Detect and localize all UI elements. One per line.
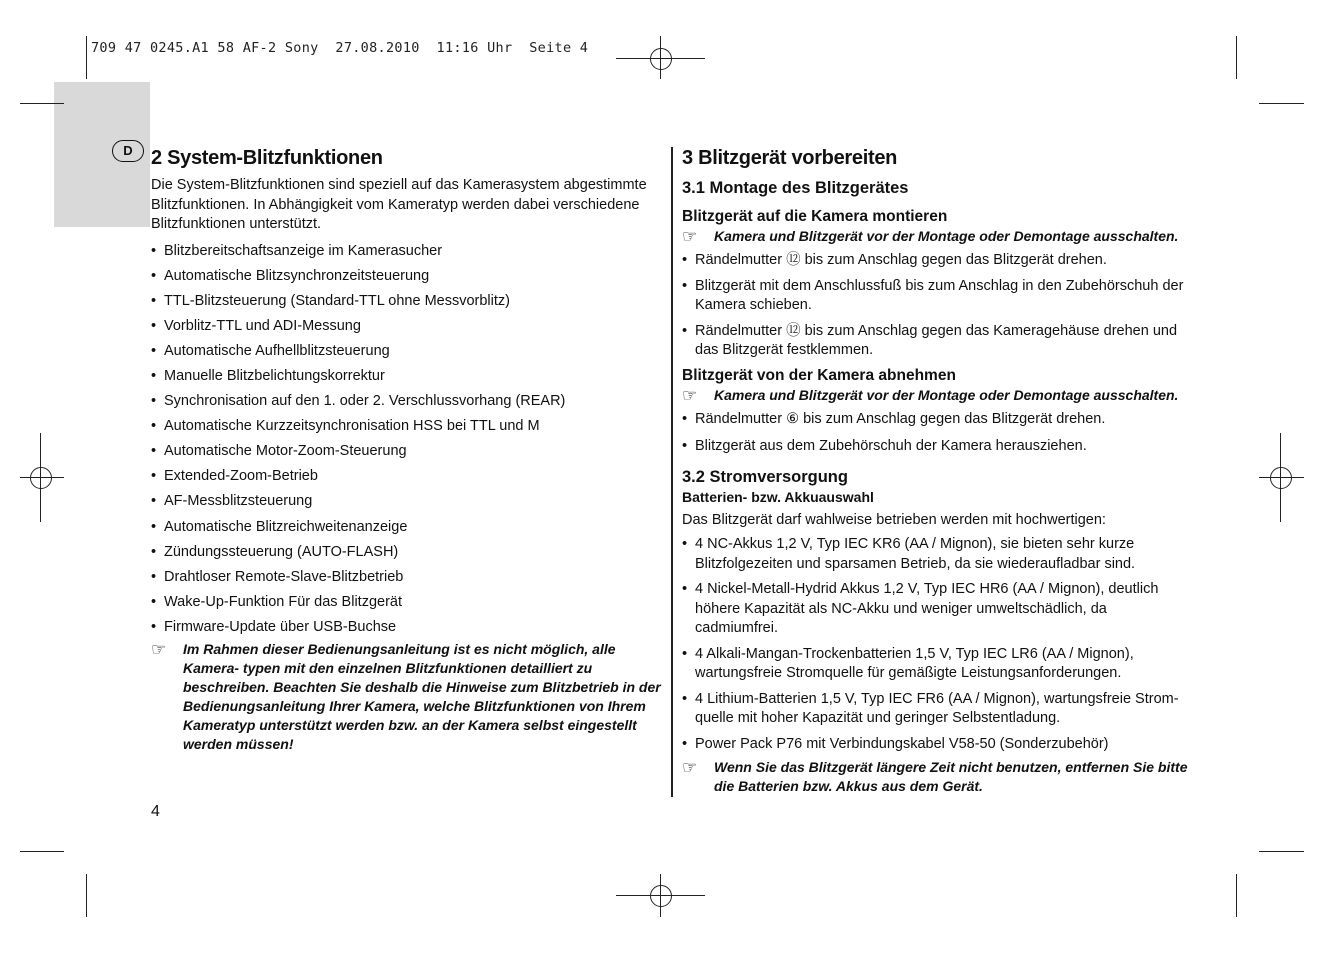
list-item: • 4 Alkali-Mangan-Trockenbatterien 1,5 V, Typ IEC LR6 (AA / Mignon), wartungsfreie Stromquelle für gemäßigte Leistungsanforderungen.	[682, 645, 1192, 684]
column-divider	[671, 147, 673, 797]
list-item: • TTL-Blitzsteuerung (Standard-TTL ohne Messvorblitz)	[151, 292, 666, 312]
subsection-title: 3.2 Stromversorgung	[682, 467, 848, 486]
list-item: • Blitzgerät mit dem Anschlussfuß bis zum Anschlag in den Zubehörschuh der Kamera schieben.	[682, 277, 1192, 316]
list-item: • Rändelmutter ⑥ bis zum Anschlag gegen das Blitzgerät drehen.	[682, 410, 1192, 430]
list-item: • 4 Lithium-Batterien 1,5 V, Typ IEC FR6 (AA / Mignon), wartungsfreie Strom- quelle mit hoher Kapazität und geringer Selbstentladung.	[682, 690, 1192, 729]
pointing-hand-icon: ☞	[151, 640, 167, 660]
section-title: 3 Blitzgerät vorbereiten	[682, 147, 898, 169]
list-item: • Drahtloser Remote-Slave-Blitzbetrieb	[151, 568, 666, 588]
list-item: • Automatische Aufhellblitzsteuerung	[151, 342, 666, 362]
remove-hint-note	[682, 386, 1192, 405]
list-item: • Wake-Up-Funktion Für das Blitzgerät	[151, 593, 666, 613]
page-number: 4	[151, 803, 160, 820]
intro-paragraph: Die System-Blitzfunktionen sind speziell auf das Kamerasystem abgestimmte Blitzfunktionen. In Abhängigkeit vom Kameratyp werden dabei verschiedene Blitzfunktionen unterstützt.	[151, 177, 647, 232]
remove-steps	[682, 410, 1192, 457]
list-item: • Blitzgerät aus dem Zubehörschuh der Kamera herausziehen.	[682, 437, 1192, 457]
list-item: • Rändelmutter ⑫ bis zum Anschlag gegen das Kameragehäuse drehen und das Blitzgerät festklemmen.	[682, 322, 1192, 361]
list-item: • Firmware-Update über USB-Buchse	[151, 618, 666, 638]
hint-text: Wenn Sie das Blitzgerät längere Zeit nicht benutzen, entfernen Sie bitte die Batterien bzw. Akkus aus dem Gerät.	[714, 759, 1188, 794]
list-item: • AF-Messblitzsteuerung	[151, 492, 666, 512]
list-item: • Rändelmutter ⑫ bis zum Anschlag gegen das Blitzgerät drehen.	[682, 251, 1192, 271]
battery-list	[682, 535, 1192, 754]
list-item: • Manuelle Blitzbelichtungskorrektur	[151, 367, 666, 387]
list-item: • Blitzbereitschaftsanzeige im Kamerasucher	[151, 242, 666, 262]
remove-heading: Blitzgerät von der Kamera abnehmen	[682, 366, 956, 384]
list-item: • Synchronisation auf den 1. oder 2. Verschlussvorhang (REAR)	[151, 392, 666, 412]
pointing-hand-icon: ☞	[682, 758, 698, 777]
mount-steps	[682, 251, 1192, 361]
list-item: • Automatische Blitzsynchronzeitsteuerung	[151, 267, 666, 287]
hint-note	[151, 640, 666, 754]
list-item: • Automatische Blitzreichweitenanzeige	[151, 518, 666, 538]
list-item: • Power Pack P76 mit Verbindungskabel V58-50 (Sonderzubehör)	[682, 735, 1192, 755]
function-list	[151, 242, 666, 638]
battery-intro: Das Blitzgerät darf wahlweise betrieben werden mit hochwertigen:	[682, 511, 1106, 528]
hint-text: Kamera und Blitzgerät vor der Montage oder Demontage ausschalten.	[714, 386, 1179, 403]
language-badge: D	[112, 140, 144, 162]
pointing-hand-icon: ☞	[682, 227, 698, 246]
list-item: • 4 Nickel-Metall-Hydrid Akkus 1,2 V, Typ IEC HR6 (AA / Mignon), deutlich höhere Kapazität als NC-Akku und weniger umweltschädlich, da cadmiumfrei.	[682, 580, 1192, 639]
section-title: 2 System-Blitzfunktionen	[151, 147, 383, 169]
section-prepare-flash	[682, 145, 1192, 796]
mount-heading: Blitzgerät auf die Kamera montieren	[682, 208, 948, 225]
list-item: • Vorblitz-TTL und ADI-Messung	[151, 317, 666, 337]
list-item: • Extended-Zoom-Betrieb	[151, 467, 666, 487]
section-system-flash-functions	[151, 145, 666, 754]
pointing-hand-icon: ☞	[682, 385, 698, 405]
print-slug: 709 47 0245.A1 58 AF-2 Sony 27.08.2010 11:16 Uhr Seite 4	[91, 40, 589, 56]
battery-hint-note	[682, 758, 1192, 796]
mount-hint-note	[682, 227, 1192, 246]
list-item: • Automatische Motor-Zoom-Steuerung	[151, 442, 666, 462]
list-item: • Automatische Kurzzeitsynchronisation HSS bei TTL und M	[151, 417, 666, 437]
list-item: • Zündungssteuerung (AUTO-FLASH)	[151, 543, 666, 563]
hint-text: Im Rahmen dieser Bedienungsanleitung ist es nicht möglich, alle Kamera- typen mit den einzelnen Blitzfunktionen detailliert zu beschreiben. Beachten Sie deshalb die Hinweise zum Blitzbetrieb in der Bedienungsanleitung Ihrer Kamera, welche Blitzfunktionen von Ihrem Kameratyp unterstützt werden bzw. an der Kamera selbst eingestellt werden müssen!	[183, 641, 661, 753]
list-item: • 4 NC-Akkus 1,2 V, Typ IEC KR6 (AA / Mignon), sie bieten sehr kurze Blitzfolgezeiten und sparsamen Betrieb, da sie wiederaufladbar sind.	[682, 535, 1192, 574]
battery-heading: Batterien- bzw. Akkuauswahl	[682, 488, 874, 505]
hint-text: Kamera und Blitzgerät vor der Montage oder Demontage ausschalten.	[714, 228, 1179, 244]
subsection-title: 3.1 Montage des Blitzgerätes	[682, 179, 909, 197]
